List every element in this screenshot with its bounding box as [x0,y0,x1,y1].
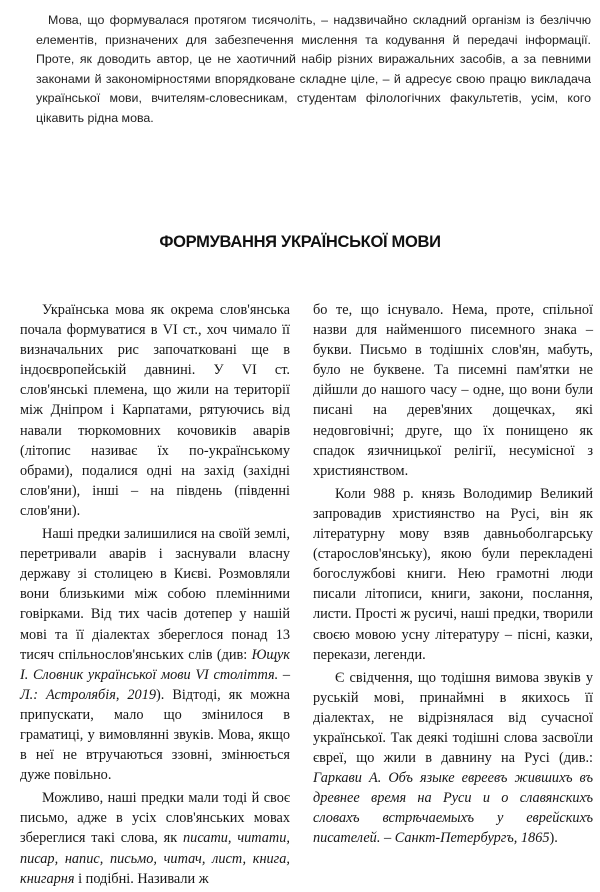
section-title: ФОРМУВАННЯ УКРАЇНСЬКОЇ МОВИ [159,233,441,251]
paragraph [313,484,593,665]
citation: Ющук І. Словник української мови VI століття. – Л.: Астролябія, 2019 [20,646,290,703]
paragraph-text: Коли 988 р. князь Володимир Великий запровадив християнство на Русі, він як літературну мову взяв давньоболгарську (старослов'янську), якою були перекладені богослужбові книги. Нею грамотні люди писали літописи, книги, закони, послання, листи. Прості ж русичі, наші предки, творили своєю мовою усну літературу – пісні, казки, перекази, легенди. [313,485,593,663]
paragraph [20,524,290,785]
citation: Гаркави А. Объ языке евреевъ жившихъ въ древнее время на Руси и о славянскихъ словахъ встрѣчаемыхъ у еврейскихъ писателей. – Санкт-Петербургъ, 1865 [313,770,593,847]
paragraph [20,788,290,888]
paragraph-text: бо те, що існувало. Нема, проте, спільної назви для найменшого писемного знака – букви. Письмо в тодішніх слов'ян, мабуть, було не буквене. Та писемні пам'ятки не дійшли до нашого часу – одне, що вони були писані на дерев'яних дощечках, які недовговічні; друге, що їх понищено як спадок язичницької релігії, несумісної з християнством. [313,302,593,479]
left-column [20,300,290,892]
example-words: писати, читати, писар, напис, письмо, читач, лист, книга, книгарня [20,830,290,887]
paragraph [20,300,290,521]
right-column [313,300,593,852]
paragraph-text: Українська мова як окрема слов'янська почала формуватися в VI ст., хоч чимало її визначальних рис започатковані ще в індоєвропейській давнині. У VI ст. слов'янські племена, що жили на території між Дніпром і Карпатами, рятуючись від навали тюркомовних кочовиків аварів (літопис називає їх по-українському обрами), подалися одні на захід (західні слов'яни), інші – на південь (південні слов'яни). [20,302,290,519]
paragraph-text: Наші предки залишилися на своїй землі, перетривали аварів і заснували власну державу зі столицею в Києві. Розмовляли вони близькими між собою племінними говірками. Від тих часів дотепер у нашій мові та її діалектах збереглося понад 13 тисяч спільнослов'янських слів (див: [20,526,290,663]
paragraph-text: ). [549,830,558,847]
paragraph-text: ). Відтоді, як можна припускати, мало що змінилося в граматиці, у вимовлянні звуків. Мова, якщо в неї не втручаються ззовні, змінюється дуже повільно. [20,686,290,784]
paragraph-text: Є свідчення, що тодішня вимова звуків у руській мові, принаймні в якихось її діалектах, не відрізнялася від сучасної української. Так деякі тодішні слова засвоїли євреї, що жили в давнину на Русі (див.: [313,669,593,767]
paragraph [313,300,593,481]
intro-paragraph: Мова, що формувалася протягом тисячоліть, – надзвичайно складний організм із безліччю елементів, призначених для забезпечення мислення та кодування й передачі інформації. Проте, як доводить автор, це не хаотичний набір різних виражальних засобів, а за певними законами й закономірностями впорядковане складне ціле, – й адресує свою працю викладача української мови, вчителям-словесникам, студентам філологічних факультетів, усім, кого цікавить рідна мова. [36,13,591,125]
paragraph-text: і подібні. Називали ж [74,870,209,887]
paragraph-text: Можливо, наші предки мали тоді й своє письмо, адже в усіх слов'янських мовах збереглися такі слова, як [20,790,290,847]
paragraph [313,668,593,849]
